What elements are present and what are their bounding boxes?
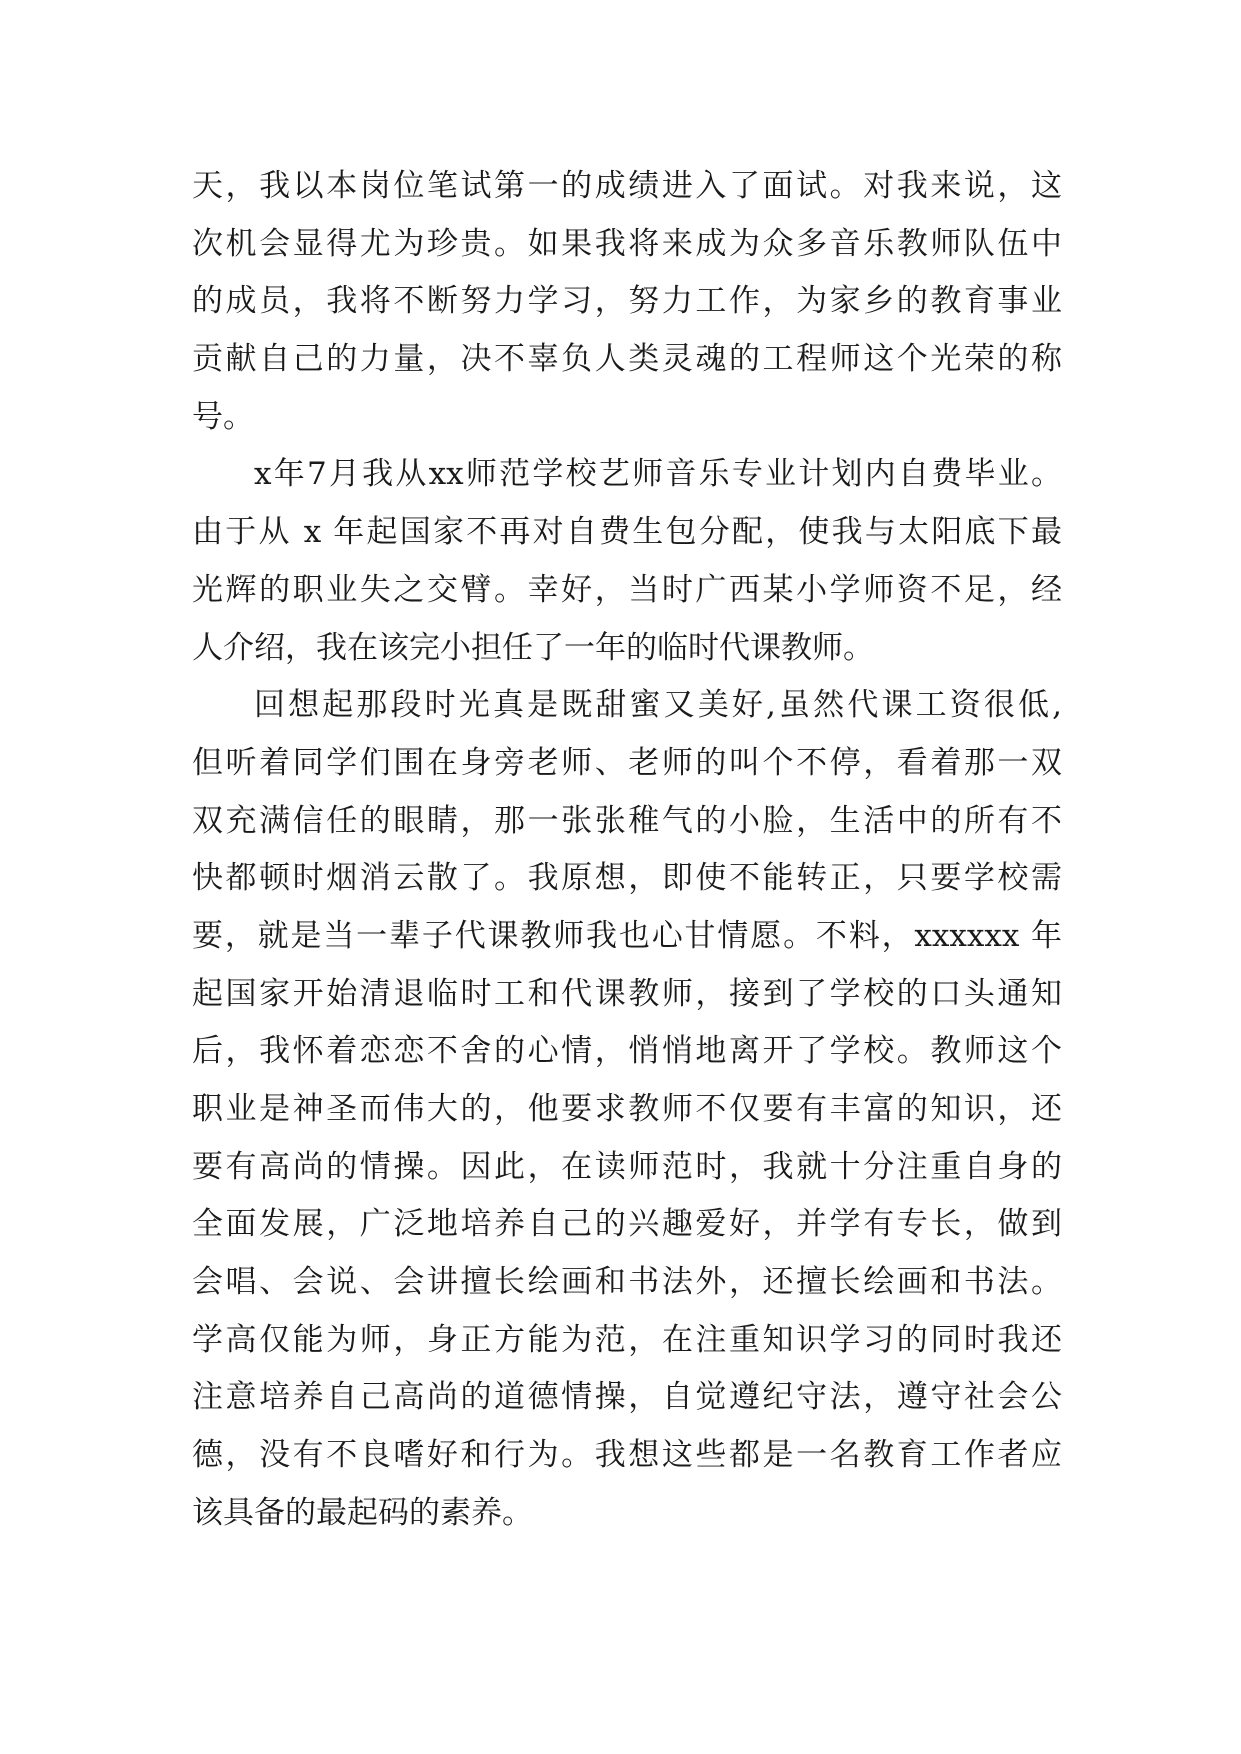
text-line: 人介绍，我在该完小担任了一年的临时代课教师。 xyxy=(192,629,874,666)
text-line: 贡献自己的力量，决不辜负人类灵魂的工程师这个光荣的称 xyxy=(192,341,1062,378)
text-line: 全面发展，广泛地培养自己的兴趣爱好，并学有专长，做到 xyxy=(192,1206,1062,1243)
text-line: 会唱、会说、会讲擅长绘画和书法外，还擅长绘画和书法。 xyxy=(192,1264,1062,1301)
text-line: x年7月我从xx师范学校艺师音乐专业计划内自费毕业。 xyxy=(254,456,1062,493)
text-line: 双充满信任的眼睛，那一张张稚气的小脸，生活中的所有不 xyxy=(192,802,1062,839)
text-line: 德，没有不良嗜好和行为。我想这些都是一名教育工作者应 xyxy=(192,1437,1062,1474)
text-line: 后，我怀着恋恋不舍的心情，悄悄地离开了学校。教师这个 xyxy=(192,1033,1062,1070)
text-line: 次机会显得尤为珍贵。如果我将来成为众多音乐教师队伍中 xyxy=(192,225,1062,262)
text-line: 光辉的职业失之交臂。幸好，当时广西某小学师资不足，经 xyxy=(192,571,1062,608)
text-line: 但听着同学们围在身旁老师、老师的叫个不停，看着那一双 xyxy=(192,744,1062,781)
text-line: 要有高尚的情操。因此，在读师范时，我就十分注重自身的 xyxy=(192,1148,1062,1185)
text-line: 的成员，我将不断努力学习，努力工作，为家乡的教育事业 xyxy=(192,283,1062,320)
text-line: 回想起那段时光真是既甜蜜又美好,虽然代课工资很低, xyxy=(254,687,1062,724)
text-line: 天，我以本岗位笔试第一的成绩进入了面试。对我来说，这 xyxy=(192,168,1062,204)
text-line: 注意培养自己高尚的道德情操，自觉遵纪守法，遵守社会公 xyxy=(192,1379,1062,1416)
text-line: 该具备的最起码的素养。 xyxy=(192,1494,533,1531)
paragraph-2 xyxy=(192,446,1062,677)
text-line: 号。 xyxy=(192,398,254,435)
text-line: 职业是神圣而伟大的，他要求教师不仅要有丰富的知识，还 xyxy=(192,1091,1062,1127)
document-body xyxy=(192,158,1062,1543)
paragraph-3 xyxy=(192,677,1062,1542)
paragraph-1 xyxy=(192,158,1062,446)
text-line: 学高仅能为师，身正方能为范，在注重知识学习的同时我还 xyxy=(192,1321,1062,1358)
text-line: 起国家开始清退临时工和代课教师，接到了学校的口头通知 xyxy=(192,975,1062,1012)
text-line: 由于从 x 年起国家不再对自费生包分配，使我与太阳底下最 xyxy=(192,514,1062,551)
text-line: 快都顿时烟消云散了。我原想，即使不能转正，只要学校需 xyxy=(192,860,1062,897)
text-line: 要，就是当一辈子代课教师我也心甘情愿。不料，xxxxxx 年 xyxy=(192,917,1062,954)
